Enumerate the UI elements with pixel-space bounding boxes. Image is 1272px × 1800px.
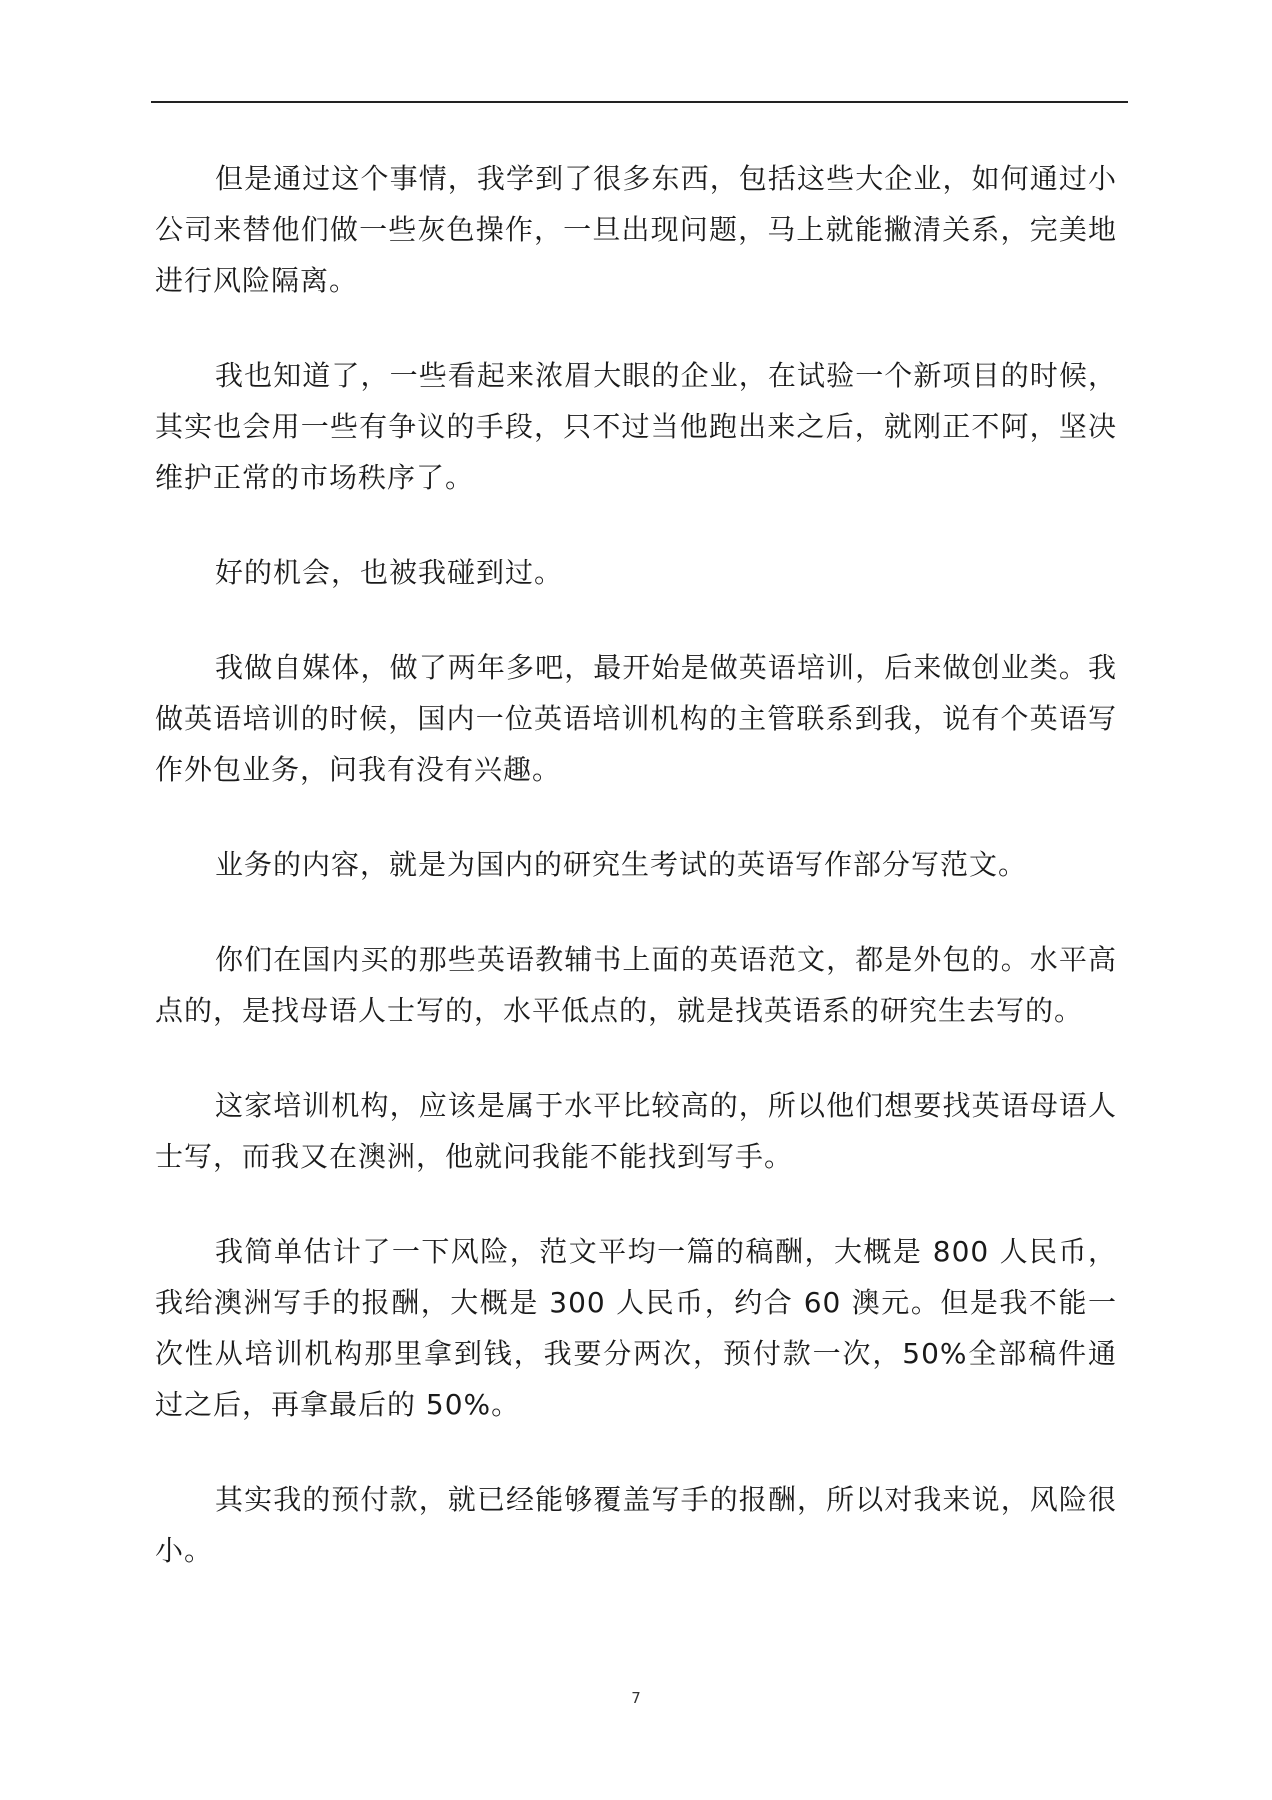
header-rule <box>151 101 1128 103</box>
paragraph: 好的机会，也被我碰到过。 <box>215 556 564 589</box>
page-number: 7 <box>631 1689 641 1707</box>
paragraph: 你们在国内买的那些英语教辅书上面的英语范文，都是外包的。水平高点的，是找母语人士写的，水平低点的，就是找英语系的研究生去写的。 <box>155 943 1117 1027</box>
document-body <box>155 153 1117 1620</box>
paragraph: 业务的内容，就是为国内的研究生考试的英语写作部分写范文。 <box>215 848 1028 881</box>
paragraph: 这家培训机构，应该是属于水平比较高的，所以他们想要找英语母语人士写，而我又在澳洲，他就问我能不能找到写手。 <box>155 1089 1117 1173</box>
paragraph: 其实我的预付款，就已经能够覆盖写手的报酬，所以对我来说，风险很小。 <box>155 1483 1117 1567</box>
paragraph: 我也知道了，一些看起来浓眉大眼的企业，在试验一个新项目的时候，其实也会用一些有争议的手段，只不过当他跑出来之后，就刚正不阿，坚决维护正常的市场秩序了。 <box>155 359 1117 494</box>
paragraph: 但是通过这个事情，我学到了很多东西，包括这些大企业，如何通过小公司来替他们做一些灰色操作，一旦出现问题，马上就能撇清关系，完美地进行风险隔离。 <box>155 162 1117 297</box>
paragraph: 我做自媒体，做了两年多吧，最开始是做英语培训，后来做创业类。我做英语培训的时候，国内一位英语培训机构的主管联系到我，说有个英语写作外包业务，问我有没有兴趣。 <box>155 651 1117 786</box>
paragraph: 我简单估计了一下风险，范文平均一篇的稿酬，大概是 800 人民币，我给澳洲写手的报酬，大概是 300 人民币，约合 60 澳元。但是我不能一次性从培训机构那里拿到钱，我要分两次，预付款一次，50%全部稿件通过之后，再拿最后的 50%。 <box>155 1235 1117 1421</box>
